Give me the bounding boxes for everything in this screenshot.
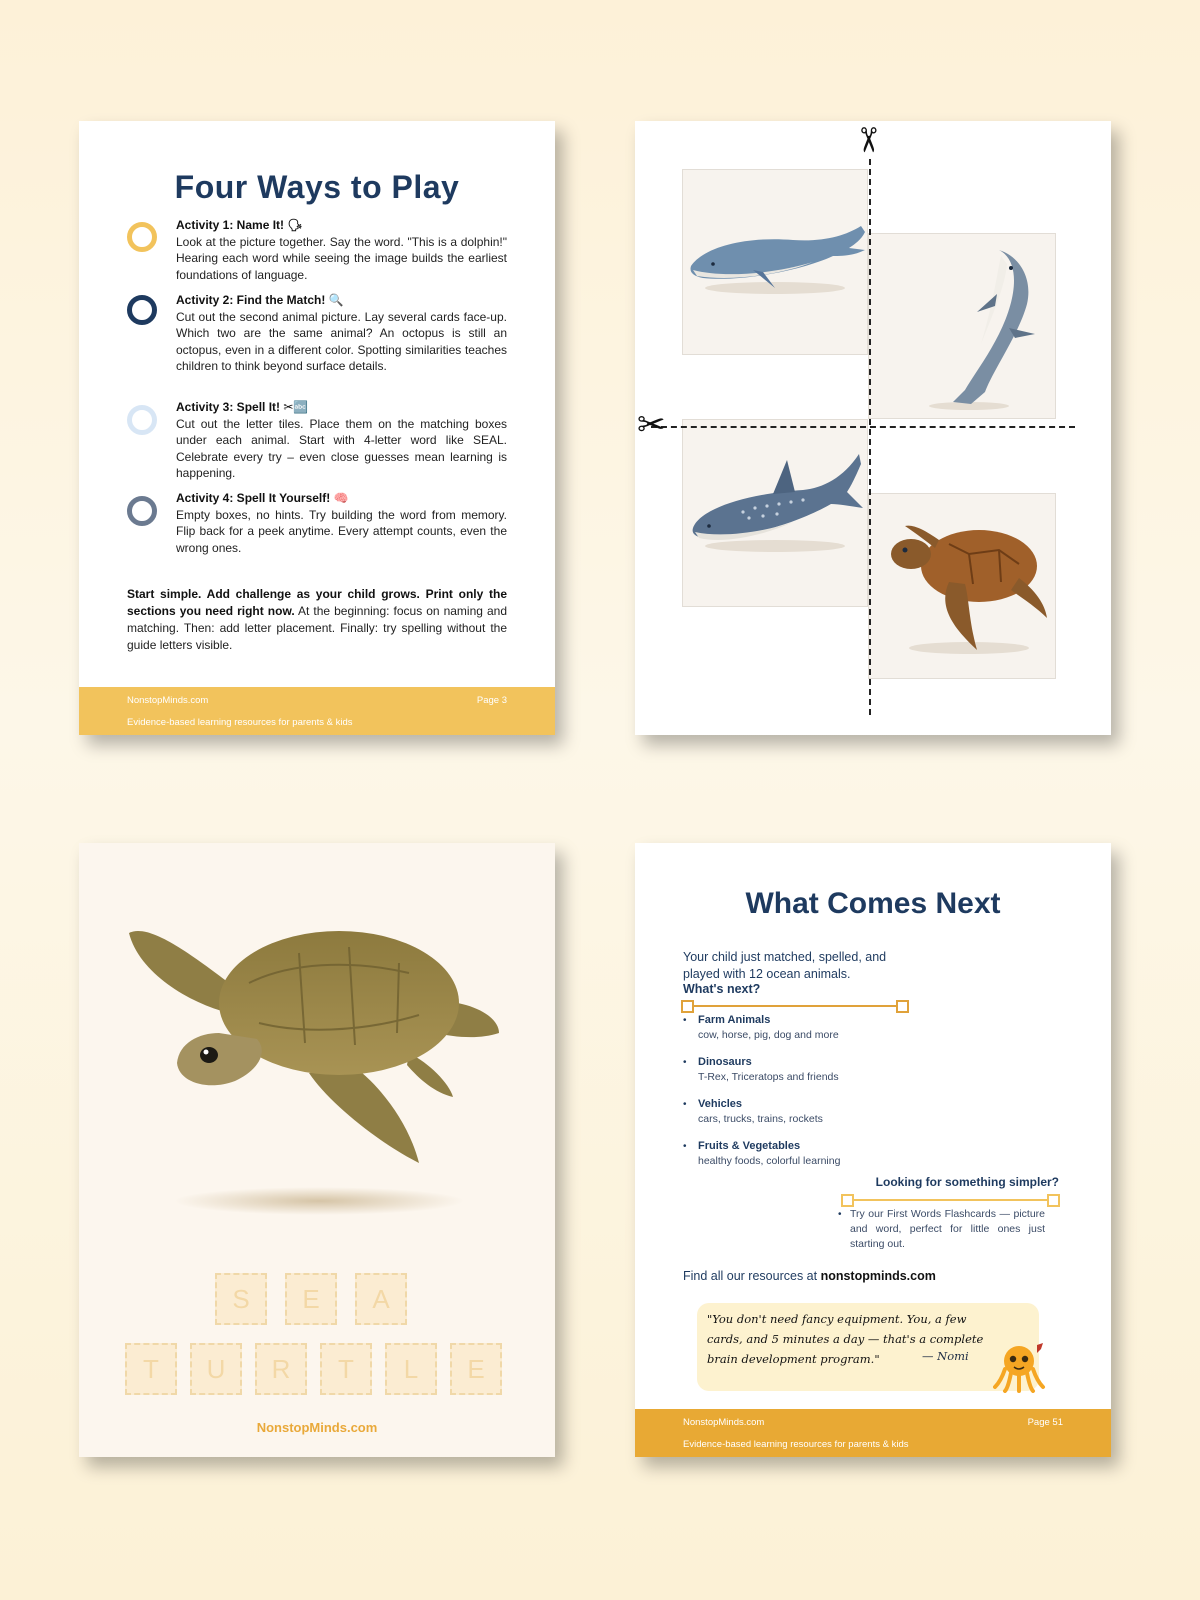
footer-page-number: Page 51 (1027, 1417, 1063, 1428)
summary-rest: At the beginning: focus on naming and matching. Then: add letter placement. Finally: try spelling without the guide letters visible. (127, 604, 507, 652)
sea-turtle-card[interactable] (868, 493, 1056, 679)
footer-site: NonstopMinds.com (683, 1417, 765, 1428)
divider-handle (1047, 1194, 1060, 1207)
activity-4 (127, 490, 507, 556)
activity-text: Look at the picture together. Say the word. "This is a dolphin!" Hearing each word while seeing the image builds the earliest foundations of language. (176, 234, 507, 282)
bullet-icon: • (683, 1015, 687, 1026)
divider-bar (849, 1199, 1053, 1201)
divider-bar (689, 1005, 901, 1007)
sea-turtle-illustration (79, 883, 555, 1303)
bullet-icon: • (683, 1141, 687, 1152)
bullet-icon: • (683, 1057, 687, 1068)
ring-icon (127, 222, 157, 252)
letter-tile[interactable]: T (320, 1343, 372, 1395)
item-subtitle: cars, trucks, trains, rockets (698, 1113, 823, 1125)
divider-handle (896, 1000, 909, 1013)
footer-tagline: Evidence-based learning resources for parents & kids (683, 1439, 909, 1450)
letter-tile[interactable]: S (215, 1273, 267, 1325)
page-footer (635, 1409, 1111, 1457)
list-item[interactable] (683, 1055, 983, 1085)
activity-2 (127, 292, 507, 375)
octopus-mascot-icon (993, 1341, 1049, 1393)
letter-tile[interactable]: A (355, 1273, 407, 1325)
page-four-ways-to-play (79, 121, 555, 735)
scissors-icon: ✂ (848, 125, 887, 155)
list-item[interactable] (683, 1139, 983, 1169)
item-title: Fruits & Vegetables (698, 1140, 801, 1152)
item-title: Vehicles (698, 1098, 743, 1110)
page-sea-turtle-card (79, 843, 555, 1457)
scissors-icon: ✂ (637, 406, 666, 444)
quote-box (697, 1303, 1039, 1391)
footer-page-number: Page 3 (476, 695, 507, 706)
page-what-comes-next (635, 843, 1111, 1457)
activity-3 (127, 399, 507, 482)
activity-text: Cut out the second animal picture. Lay several cards face-up. Which two are the same animal? An octopus is still an octopus, even in a different color. Spotting similarities teaches children to think beyond surface details. (176, 309, 507, 374)
blue-whale-card[interactable] (682, 169, 868, 355)
intro-text: Your child just matched, spelled, and played with 12 ocean animals. (683, 950, 887, 981)
shark-illustration (683, 420, 867, 606)
site-label: NonstopMinds.com (256, 1420, 378, 1435)
letter-tile[interactable]: U (190, 1343, 242, 1395)
item-title: Dinosaurs (698, 1056, 752, 1068)
simpler-text: Try our First Words Flashcards — picture and word, perfect for little ones just starting out. (850, 1208, 1045, 1250)
bullet-icon: • (683, 1099, 687, 1110)
quote-author: — Nomi (922, 1349, 969, 1363)
item-subtitle: T-Rex, Triceratops and friends (698, 1071, 839, 1083)
page-title: Four Ways to Play (174, 169, 460, 205)
whale-shark-card[interactable] (682, 419, 868, 607)
letter-tile[interactable]: R (255, 1343, 307, 1395)
page-cut-out-cards (635, 121, 1111, 735)
find-prefix: Find all our resources at (683, 1269, 821, 1283)
turtle-illustration (869, 494, 1055, 678)
resources-link[interactable]: nonstopminds.com (820, 1269, 936, 1283)
whats-next-heading: What's next? (683, 982, 761, 996)
item-title: Farm Animals (698, 1014, 771, 1026)
activity-title: Activity 3: Spell It! ✂🔤 (176, 400, 309, 414)
list-item[interactable] (683, 1097, 983, 1127)
whale-illustration (683, 170, 867, 354)
activity-title: Activity 2: Find the Match! 🔍 (176, 293, 344, 307)
divider-handle (841, 1194, 854, 1207)
letter-tile[interactable]: T (125, 1343, 177, 1395)
horizontal-cut-line (651, 426, 1075, 428)
page-title: What Comes Next (745, 887, 1001, 920)
footer-site: NonstopMinds.com (127, 695, 209, 706)
letter-tile[interactable]: L (385, 1343, 437, 1395)
page-footer (79, 687, 555, 735)
activity-title: Activity 1: Name It! 🗣 (176, 218, 303, 232)
dolphin-illustration (869, 234, 1055, 418)
letter-tile[interactable]: E (285, 1273, 337, 1325)
activity-text: Empty boxes, no hints. Try building the word from memory. Flip back for a peek anytime. Every attempt counts, even the wrong ones. (176, 507, 507, 555)
ring-icon (127, 496, 157, 526)
summary-paragraph (127, 586, 507, 654)
list-item[interactable] (683, 1013, 983, 1043)
find-resources (683, 1269, 936, 1283)
bullet-icon: • (838, 1209, 842, 1220)
letter-tile[interactable]: E (450, 1343, 502, 1395)
summary-bold: Start simple. Add challenge as your child grows. Print only the sections you need right now. (127, 587, 507, 618)
activity-text: Cut out the letter tiles. Place them on the matching boxes under each animal. Start with 4-letter word like SEAL. Celebrate every try – even close guesses mean learning is happening. (176, 416, 507, 481)
ring-icon (127, 405, 157, 435)
activity-title: Activity 4: Spell It Yourself! 🧠 (176, 491, 349, 505)
ring-icon (127, 295, 157, 325)
dolphin-card[interactable] (868, 233, 1056, 419)
vertical-cut-line (869, 159, 871, 715)
simpler-heading: Looking for something simpler? (875, 1175, 1059, 1189)
footer-tagline: Evidence-based learning resources for parents & kids (127, 717, 353, 728)
quote-text: "You don't need fancy equipment. You, a few cards, and 5 minutes a day — that's a complete brain development program." (707, 1312, 984, 1366)
item-subtitle: healthy foods, colorful learning (698, 1155, 841, 1167)
divider-handle (681, 1000, 694, 1013)
activity-1 (127, 217, 507, 283)
item-subtitle: cow, horse, pig, dog and more (698, 1029, 839, 1041)
